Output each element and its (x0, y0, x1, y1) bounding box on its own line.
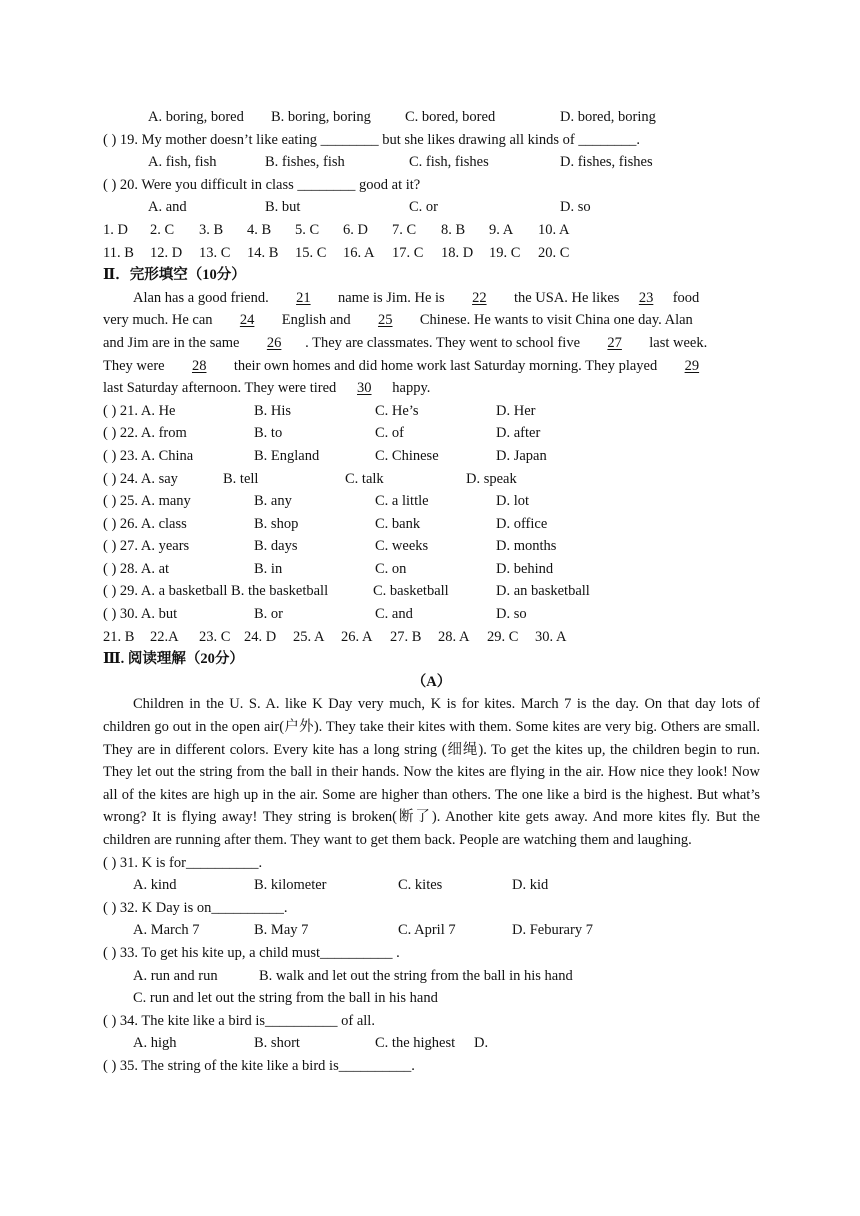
answer: 28. A (438, 628, 470, 645)
q18-option-a: A. boring, bored (148, 109, 244, 125)
q31-option-d: D. kid (512, 877, 549, 894)
answer: 10. A (538, 221, 570, 238)
answer: 27. B (390, 628, 422, 645)
cloze-text: English and (278, 312, 355, 329)
q19-stem: ( ) 19. My mother doesn’t like eating ________ but she likes drawing all kinds of ________. (103, 131, 640, 148)
answer-key-11-20 (103, 242, 760, 265)
q20-option-d: D. so (560, 199, 591, 216)
answer-key-1-10 (103, 219, 760, 242)
cloze-blank-30: 30 (357, 380, 372, 397)
cloze-text: the USA. He likes (510, 289, 624, 306)
cloze-question-number: ( ) 27. A. years (103, 538, 190, 555)
cloze-question-number: ( ) 28. A. at (103, 560, 170, 577)
q20-option-b: B. but (265, 199, 301, 216)
q31-option-c: C. kites (398, 877, 443, 894)
answer: 3. B (199, 221, 224, 238)
q19-option-c: C. fish, fishes (409, 154, 489, 171)
q20-option-c: C. or (409, 199, 438, 216)
answer: 17. C (392, 244, 424, 261)
q19-options (103, 151, 760, 174)
section-3-title: Ⅲ. 阅读理解（20分） (103, 651, 244, 668)
cloze-text: and Jim are in the same (103, 334, 244, 351)
cloze-question-number: ( ) 29. A. a basketball B. the basketball (103, 583, 329, 600)
cloze-option-d: D. speak (466, 470, 517, 487)
cloze-text: Chinese. He wants to visit China one day. Alan (416, 312, 693, 329)
cloze-text: Alan has a good friend. (133, 289, 273, 306)
cloze-question-row (103, 558, 760, 581)
q33-option-b: B. walk and let out the string from the ball in his hand (259, 967, 573, 984)
cloze-blank-22: 22 (472, 289, 487, 306)
cloze-option-b: B. or (254, 606, 283, 623)
cloze-option-c: C. a little (375, 493, 429, 510)
q32-option-c: C. April 7 (398, 922, 456, 939)
cloze-blank-23: 23 (638, 289, 654, 306)
cloze-line-5 (103, 377, 760, 400)
q34-option-d: D. (474, 1035, 489, 1052)
cloze-text: last week. (645, 334, 708, 351)
cloze-line-4 (103, 355, 760, 378)
q19-option-d: D. fishes, fishes (560, 154, 653, 171)
answer: 18. D (441, 244, 474, 261)
answer: 11. B (103, 244, 134, 261)
cloze-question-row (103, 603, 760, 626)
q34-option-c: C. the highest (375, 1035, 456, 1052)
q31-options (103, 874, 760, 897)
q32-option-d: D. Feburary 7 (512, 922, 593, 939)
q34-options (103, 1032, 760, 1055)
cloze-text: very much. He can (103, 312, 217, 329)
cloze-question-row (103, 580, 760, 603)
cloze-blank-24: 24 (239, 312, 255, 329)
cloze-option-c: C. He’s (375, 402, 419, 419)
cloze-option-b: B. any (254, 493, 292, 510)
cloze-option-d: D. an basketball (496, 583, 590, 600)
cloze-blank-29: 29 (684, 357, 700, 374)
cloze-option-d: D. lot (496, 493, 530, 510)
q20-options (103, 196, 760, 219)
q31-option-a: A. kind (133, 877, 177, 894)
exam-page (103, 106, 760, 1078)
answer: 4. B (247, 221, 272, 238)
cloze-question-list (103, 400, 760, 626)
q32-option-a: A. March 7 (133, 922, 200, 939)
q31-option-b: B. kilometer (254, 877, 327, 894)
cloze-option-c: C. and (375, 606, 413, 623)
answer: 25. A (293, 628, 325, 645)
cloze-question-row (103, 445, 760, 468)
cloze-option-d: D. behind (496, 560, 554, 577)
cloze-question-row (103, 535, 760, 558)
cloze-blank-25: 25 (378, 312, 393, 329)
q20-stem: ( ) 20. Were you difficult in class ________ good at it? (103, 176, 421, 193)
cloze-question-row (103, 400, 760, 423)
cloze-blank-27: 27 (607, 334, 622, 351)
cloze-blank-21: 21 (296, 289, 311, 306)
cloze-option-b: B. to (254, 425, 283, 442)
cloze-question-number: ( ) 30. A. but (103, 606, 178, 623)
passage-label: （A） (411, 673, 452, 690)
cloze-option-d: D. office (496, 515, 548, 532)
q34-option-b: B. short (254, 1035, 300, 1052)
answer: 19. C (489, 244, 521, 261)
q33-option-c-line (103, 987, 760, 1010)
answer: 2. C (150, 221, 175, 238)
q32-options (103, 919, 760, 942)
cloze-line-1 (103, 287, 760, 310)
cloze-option-c: C. basketball (373, 583, 449, 600)
cloze-question-row (103, 513, 760, 536)
cloze-text: . They are classmates. They went to school five (305, 334, 584, 351)
answer: 9. A (489, 221, 514, 238)
cloze-question-row (103, 468, 760, 491)
q18-option-d: D. bored, boring (560, 109, 656, 125)
q33-stem: ( ) 33. To get his kite up, a child must__________ . (103, 944, 400, 961)
cloze-text: name is Jim. He is (334, 289, 449, 306)
cloze-option-b: B. His (254, 402, 292, 419)
answer: 15. C (295, 244, 327, 261)
cloze-option-b: B. tell (223, 470, 259, 487)
answer: 7. C (392, 221, 417, 238)
q32-option-b: B. May 7 (254, 922, 309, 939)
cloze-question-row (103, 422, 760, 445)
cloze-question-number: ( ) 24. A. say (103, 470, 178, 487)
cloze-question-number: ( ) 21. A. He (103, 402, 176, 419)
answer: 5. C (295, 221, 320, 238)
cloze-option-b: B. shop (254, 515, 299, 532)
cloze-option-b: B. days (254, 538, 298, 555)
answer: 23. C (199, 628, 231, 645)
cloze-option-d: D. so (496, 606, 527, 623)
cloze-option-d: D. after (496, 425, 541, 442)
answer: 16. A (343, 244, 375, 261)
cloze-line-2 (103, 309, 760, 332)
q34-option-a: A. high (133, 1035, 177, 1052)
cloze-option-c: C. talk (345, 470, 384, 487)
cloze-line-3 (103, 332, 760, 355)
cloze-option-c: C. bank (375, 515, 421, 532)
q18-option-b: B. boring, boring (271, 109, 371, 125)
cloze-question-number: ( ) 26. A. class (103, 515, 187, 532)
cloze-option-d: D. months (496, 538, 557, 555)
cloze-text: their own homes and did home work last Saturday morning. They played (230, 357, 661, 374)
cloze-option-d: D. Japan (496, 447, 547, 464)
q33-option-a: A. run and run (133, 967, 218, 984)
answer: 13. C (199, 244, 231, 261)
cloze-option-b: B. England (254, 447, 320, 464)
section-2-title: Ⅱ．完形填空（10分） (103, 267, 246, 284)
cloze-question-number: ( ) 25. A. many (103, 493, 191, 510)
q19-option-a: A. fish, fish (148, 154, 217, 171)
answer: 20. C (538, 244, 570, 261)
answer: 29. C (487, 628, 519, 645)
q33-option-c: C. run and let out the string from the ball in his hand (133, 990, 438, 1007)
answer: 12. D (150, 244, 183, 261)
answer: 26. A (341, 628, 373, 645)
answer: 1. D (103, 221, 128, 238)
cloze-option-c: C. Chinese (375, 447, 439, 464)
q31-stem: ( ) 31. K is for__________. (103, 854, 263, 871)
cloze-question-number: ( ) 22. A. from (103, 425, 187, 442)
q18-options (103, 106, 760, 129)
cloze-text: happy. (392, 380, 431, 397)
answer: 30. A (535, 628, 567, 645)
cloze-text: They were (103, 357, 169, 374)
q20-option-a: A. and (148, 199, 187, 216)
q34-stem: ( ) 34. The kite like a bird is__________ of all. (103, 1012, 375, 1029)
answer: 22.A (150, 628, 179, 645)
cloze-question-number: ( ) 23. A. China (103, 447, 194, 464)
cloze-option-c: C. of (375, 425, 404, 442)
answer: 14. B (247, 244, 279, 261)
cloze-option-b: B. in (254, 560, 283, 577)
cloze-option-c: C. on (375, 560, 407, 577)
cloze-text: last Saturday afternoon. They were tired (103, 380, 337, 397)
cloze-text: food (669, 289, 700, 306)
reading-passage: Children in the U. S. A. like K Day very much, K is for kites. March 7 is the day. On that day lots of children go out in the open air(户外). They take their kites with them. Some kites are very big. Others are small. They are in different colors. Every kite has a long string (细绳). To get the kites up, the children begin to run. They let out the string from the ball in their hands. Now the kites are flying in the air. How nice they look! Now all of the kites are high up in the air. Some are higher than others. The one like a bird is the highest. But what’s wrong? It is flying away! They string is broken(断了). Another kite gets away. And more kites fly. But the children are running after them. They want to get them back. People are watching them and laughing. (103, 696, 760, 848)
cloze-option-d: D. Her (496, 402, 536, 419)
cloze-blank-28: 28 (191, 357, 207, 374)
q18-option-c: C. bored, bored (405, 109, 496, 125)
answer: 24. D (244, 628, 277, 645)
q35-stem: ( ) 35. The string of the kite like a bird is__________. (103, 1057, 415, 1074)
cloze-question-row (103, 490, 760, 513)
q33-options-ab (103, 965, 760, 988)
q32-stem: ( ) 32. K Day is on__________. (103, 899, 288, 916)
answer-key-21-30 (103, 626, 760, 649)
answer: 21. B (103, 628, 135, 645)
cloze-blank-26: 26 (266, 334, 282, 351)
answer: 6. D (343, 221, 368, 238)
q19-option-b: B. fishes, fish (265, 154, 345, 171)
answer: 8. B (441, 221, 466, 238)
cloze-option-c: C. weeks (375, 538, 429, 555)
